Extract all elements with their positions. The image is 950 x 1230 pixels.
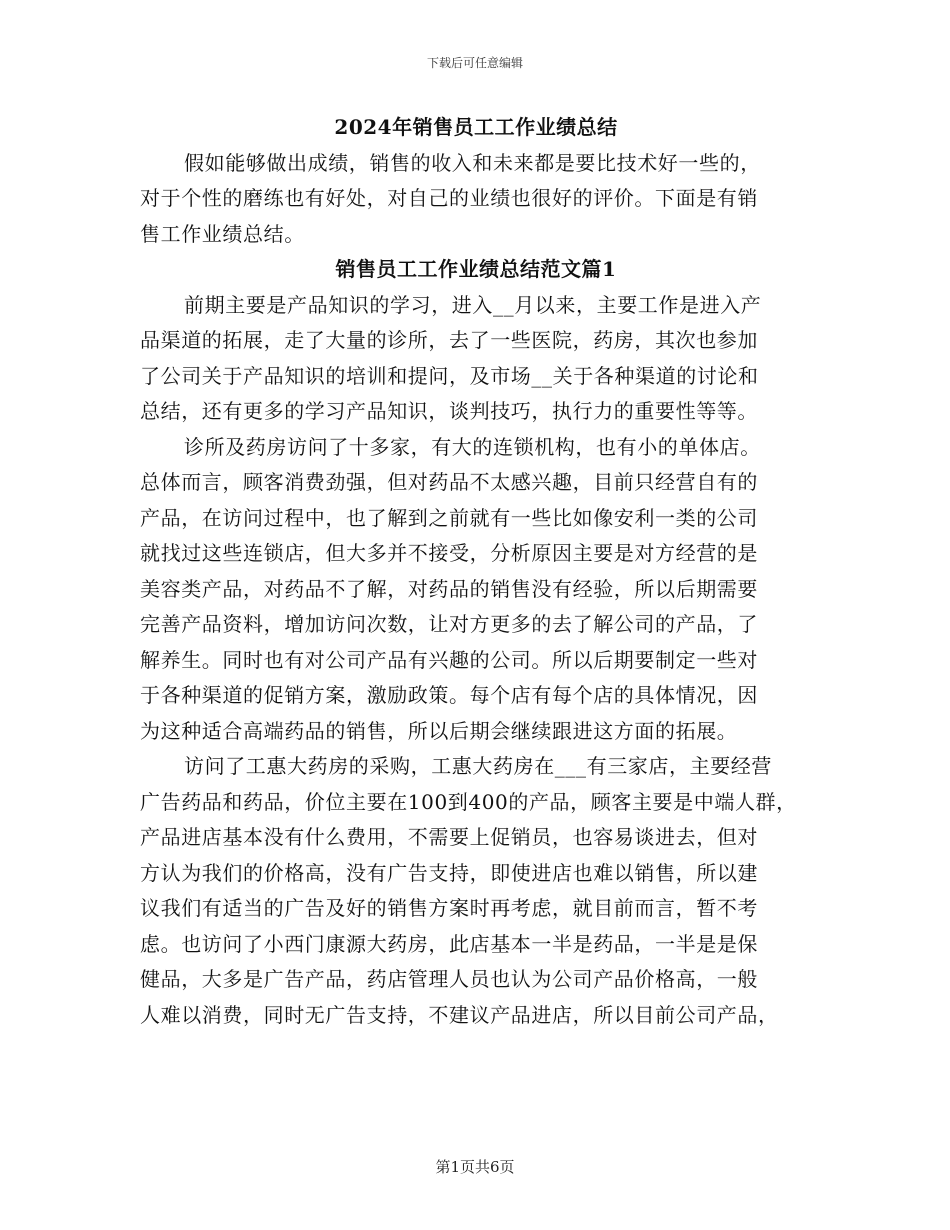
paragraph-line: 总结，还有更多的学习产品知识，谈判技巧，执行力的重要性等等。 xyxy=(140,399,758,423)
paragraph-line: 访问了工惠大药房的采购，工惠大药房在___有三家店，主要经营 xyxy=(184,754,772,778)
paragraph-line: 解养生。同时也有对公司产品有兴趣的公司。所以后期要制定一些对 xyxy=(140,647,758,672)
paragraph-line: 方认为我们的价格高，没有广告支持，即使进店也难以销售，所以建 xyxy=(140,860,758,885)
paragraph-line: 总体而言，顾客消费劲强，但对药品不太感兴趣，目前只经营自有的 xyxy=(140,470,758,494)
document-title: 2024年销售员工工作业绩总结 xyxy=(334,115,618,139)
paragraph-line: 诊所及药房访问了十多家，有大的连锁机构，也有小的单体店。 xyxy=(184,434,761,459)
paragraph-2 xyxy=(140,430,812,750)
paragraph-line: 于各种渠道的促销方案，激励政策。每个店有每个店的具体情况，因 xyxy=(140,683,758,707)
page-indicator: 第1页共6页 xyxy=(435,1158,515,1176)
paragraph-line: 品渠道的拓展，走了大量的诊所，去了一些医院，药房，其次也参加 xyxy=(140,328,758,352)
paragraph-line: 人难以消费，同时无广告支持，不建议产品进店，所以目前公司产品， xyxy=(140,1002,779,1027)
paragraph-3 xyxy=(140,749,812,1033)
paragraph-line: 对于个性的磨练也有好处，对自己的业绩也很好的评价。下面是有销 xyxy=(140,186,758,210)
paragraph-1 xyxy=(140,288,812,430)
paragraph-line: 假如能够做出成绩，销售的收入和未来都是要比技术好一些的， xyxy=(184,150,761,175)
paragraph-line: 了公司关于产品知识的培训和提问，及市场__关于各种渠道的讨论和 xyxy=(140,363,759,388)
paragraph-line: 售工作业绩总结。 xyxy=(140,221,305,246)
paragraph-line: 健品，大多是广告产品，药店管理人员也认为公司产品价格高，一般 xyxy=(140,967,758,991)
paragraph-line: 广告药品和药品，价位主要在100到400的产品，顾客主要是中端人群， xyxy=(140,789,797,814)
document-body xyxy=(140,110,812,1033)
paragraph-line: 产品，在访问过程中，也了解到之前就有一些比如像安利一类的公司 xyxy=(140,505,758,530)
paragraph-line: 完善产品资料，增加访问次数，让对方更多的去了解公司的产品，了 xyxy=(140,612,758,636)
intro-paragraph xyxy=(140,146,812,253)
paragraph-line: 产品进店基本没有什么费用，不需要上促销员，也容易谈进去，但对 xyxy=(140,825,758,849)
paragraph-line: 前期主要是产品知识的学习，进入__月以来，主要工作是进入产 xyxy=(184,292,762,317)
paragraph-line: 虑。也访问了小西门康源大药房，此店基本一半是药品，一半是是保 xyxy=(140,931,758,956)
paragraph-line: 为这种适合高端药品的销售，所以后期会继续跟进这方面的拓展。 xyxy=(140,718,738,743)
paragraph-line: 美容类产品，对药品不了解，对药品的销售没有经验，所以后期需要 xyxy=(140,576,758,601)
section-title: 销售员工工作业绩总结范文篇1 xyxy=(335,257,617,281)
paragraph-line: 议我们有适当的广告及好的销售方案时再考虑，就目前而言，暂不考 xyxy=(140,896,758,920)
download-editable-note: 下载后可任意编辑 xyxy=(426,56,523,70)
paragraph-line: 就找过这些连锁店，但大多并不接受，分析原因主要是对方经营的是 xyxy=(140,541,758,565)
